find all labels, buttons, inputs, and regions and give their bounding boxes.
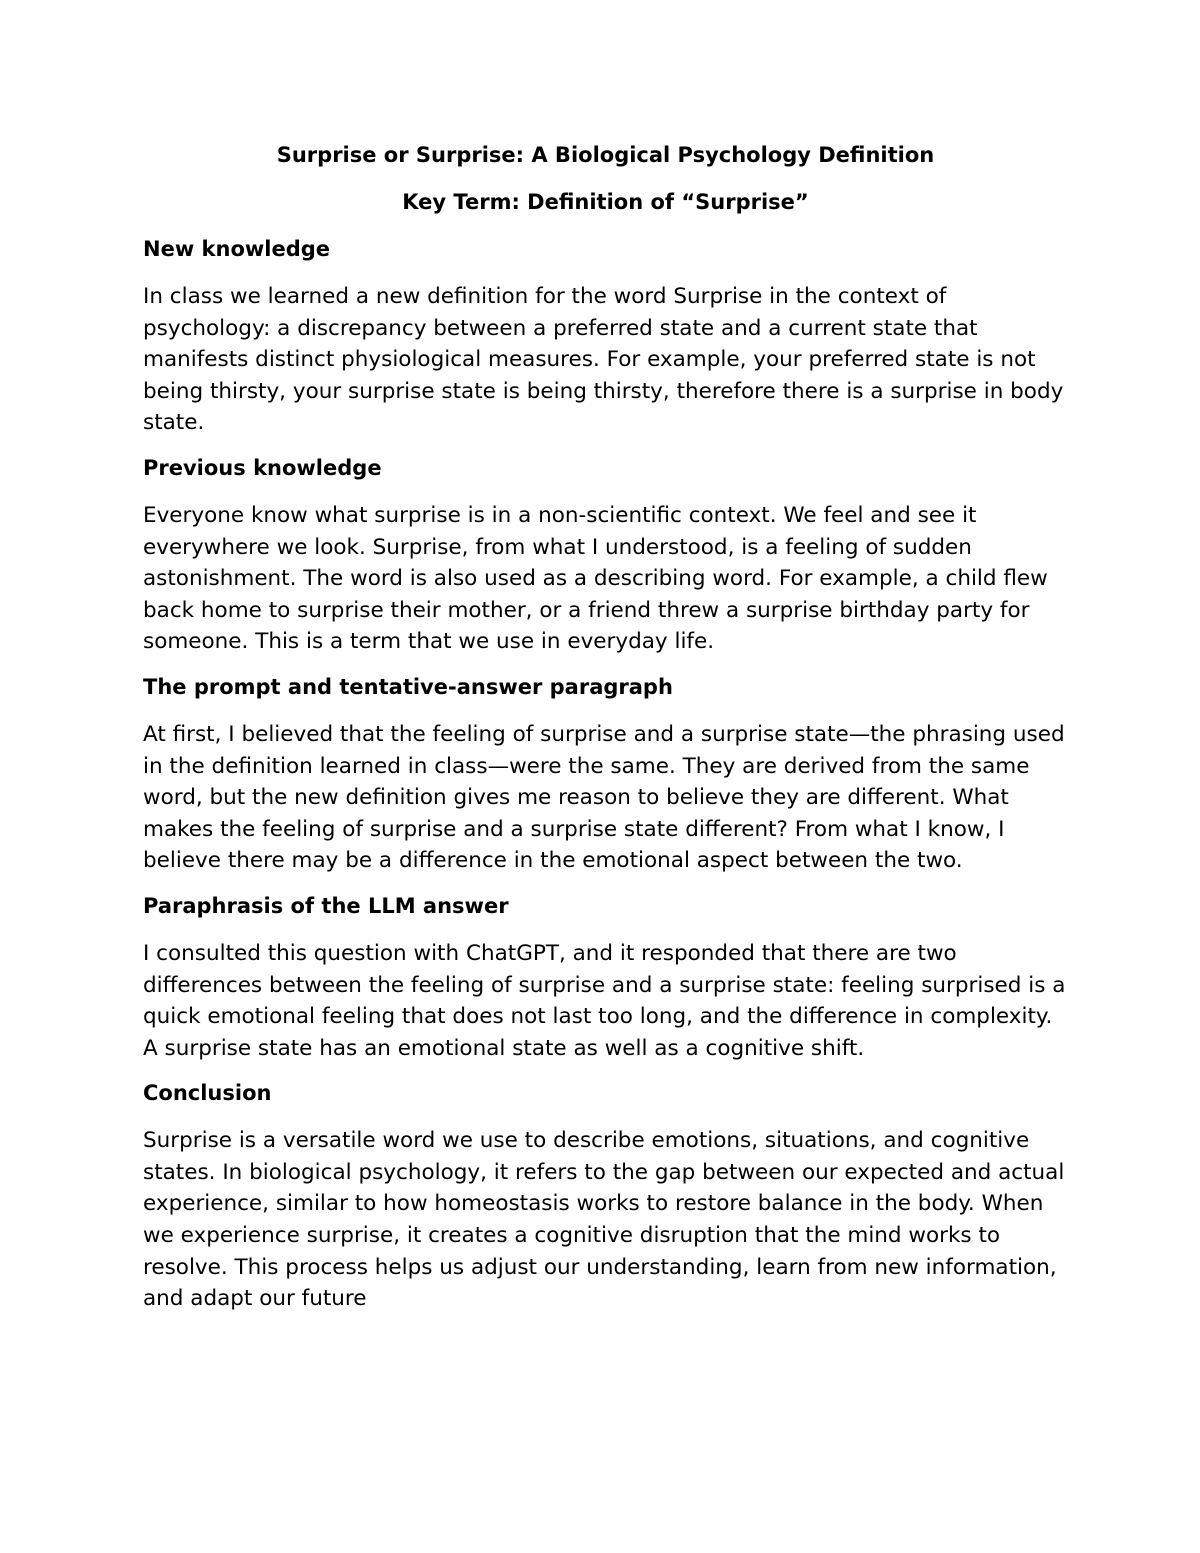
section-body: Surprise is a versatile word we use to describe emotions, situations, and cognitive states. In biological psychology, it refers to the gap between our expected and actual experience, similar to how homeostasis works to restore balance in the body. When we experience surprise, it creates a cognitive disruption that the mind works to resolve. This process helps us adjust our understanding, learn from new information, and adapt our future — [143, 1128, 1065, 1312]
section-body: At first, I believed that the feeling of surprise and a surprise state—the phrasing used in the definition learned in class—were the same. They are derived from the same word, but the new definition gives me reason to believe they are different. What makes the feeling of surprise and a surprise state different? From what I know, I believe there may be a difference in the emotional aspect between the two. — [143, 721, 1065, 874]
section-heading: The prompt and tentative-answer paragraph — [143, 674, 673, 699]
section-llm-paraphrasis — [143, 891, 1068, 1064]
section-heading: Paraphrasis of the LLM answer — [143, 893, 509, 918]
section-previous-knowledge — [143, 453, 1068, 658]
section-heading: New knowledge — [143, 237, 331, 261]
section-new-knowledge — [143, 234, 1068, 439]
document-page — [143, 140, 1068, 1329]
section-conclusion — [143, 1078, 1068, 1315]
section-heading: Previous knowledge — [143, 455, 382, 480]
document-subtitle: Key Term: Definition of “Surprise” — [402, 190, 809, 214]
section-body: In class we learned a new definition for the word Surprise in the context of psychology: a discrepancy between a preferred state and a current state that manifests distinct physiological measures. For example, your preferred state is not being thirsty, your surprise state is being thirsty, therefore there is a surprise in body state. — [143, 284, 1064, 436]
section-body: I consulted this question with ChatGPT, and it responded that there are two differences between the feeling of surprise and a surprise state: feeling surprised is a quick emotional feeling that does not last too long, and the difference in complexity. A surprise state has an emotional state as well as a cognitive shift. — [143, 940, 1066, 1061]
section-prompt-tentative-answer — [143, 672, 1068, 877]
section-heading: Conclusion — [143, 1081, 272, 1106]
document-title: Surprise or Surprise: A Biological Psychology Definition — [276, 143, 935, 167]
section-body: Everyone know what surprise is in a non-scientific context. We feel and see it everywhere we look. Surprise, from what I understood, is a feeling of sudden astonishment. The word is also used as a describing word. For example, a child flew back home to surprise their mother, or a friend threw a surprise birthday party for someone. This is a term that we use in everyday life. — [143, 502, 1048, 655]
